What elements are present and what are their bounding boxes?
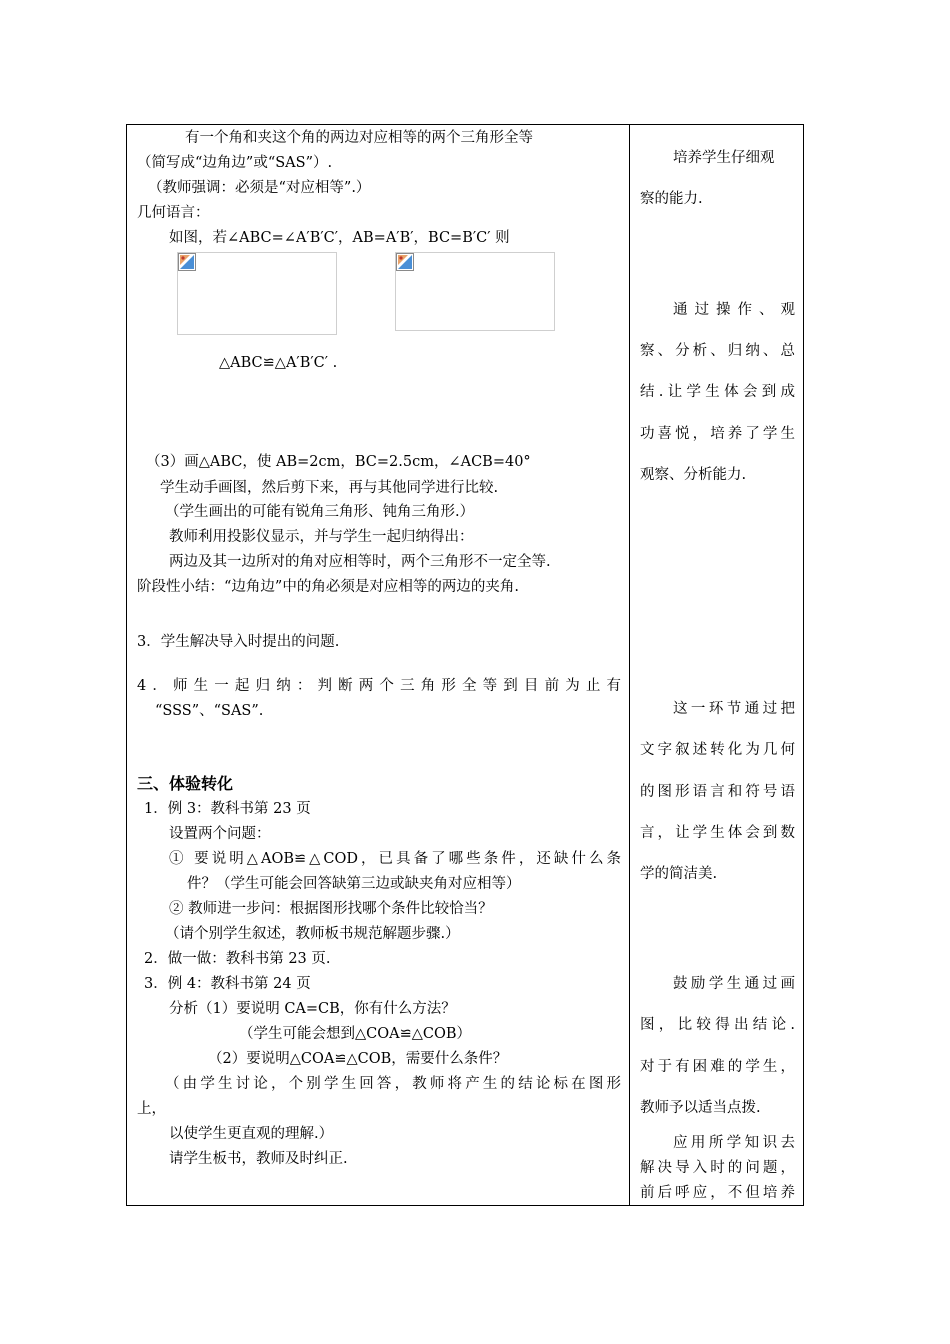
analysis-1: 分析（1）要说明 CA=CB，你有什么方法？ [169,1001,456,1017]
teacher-emphasis: （教师强调：必须是“对应相等”.） [148,180,371,196]
aim-line: 应用所学知识去 [673,1135,795,1151]
aim-line: 通过操作、观 [673,302,795,318]
aim-line: 结.让学生体会到成 [640,384,795,400]
aim-line: 观察、分析能力. [640,467,747,483]
board-writing-note: （请个别学生叙述，教师板书规范解题步骤.） [165,926,460,942]
teacher-projection: 教师利用投影仪显示，并与学生一起归纳得出： [169,529,474,545]
two-questions: 设置两个问题： [169,826,271,842]
triangle-figure-2 [395,252,555,331]
discussion-note-continued: 上， [137,1101,166,1117]
aim-line: 解决导入时的问题， [640,1160,795,1176]
try-it: 2．做一做：教科书第 23 页. [144,951,331,967]
broken-image-icon [396,253,414,271]
aim-line: 察的能力. [640,191,703,207]
analysis-2: （2）要说明△COA≌△COB，需要什么条件？ [208,1051,508,1067]
intuitive-understanding: 以使学生更直观的理解.） [169,1126,334,1142]
aim-line: 前后呼应，不但培养 [640,1185,795,1201]
stage-summary: 阶段性小结：“边角边”中的角必须是对应相等的两边的夹角. [137,579,519,595]
column-divider [629,124,630,1206]
ssa-conclusion: 两边及其一边所对的角对应相等时，两个三角形不一定全等. [169,554,551,570]
sas-statement: 有一个角和夹这个角的两边对应相等的两个三角形全等 [185,130,533,146]
student-drawing: 学生动手画图，然后剪下来，再与其他同学进行比较. [160,480,499,496]
aim-line: 培养学生仔细观 [673,150,775,166]
question-1-continued: 件？（学生可能会回答缺第三边或缺夹角对应相等） [187,876,521,892]
item-4-continued: “SSS”、“SAS”. [155,703,264,719]
item-4: 4．师生一起归纳：判断两个三角形全等到目前为止有 [137,678,621,694]
student-drawing-note: （学生画出的可能有锐角三角形、钝角三角形.） [165,504,475,520]
example-4: 3．例 4：教科书第 24 页 [144,976,311,992]
triangle-figure-1 [177,252,337,335]
aim-line: 教师予以适当点拨. [640,1100,761,1116]
sas-abbreviation: （简写成“边角边”或“SAS”）. [137,155,333,171]
aim-line: 文字叙述转化为几何 [640,742,795,758]
congruence-conclusion: △ABC≌△A′B′C′ . [219,355,338,371]
geometry-condition: 如图，若∠ABC=∠A′B′C′，AB=A′B′，BC=B′C′ 则 [169,230,510,246]
question-2: ② 教师进一步问：根据图形找哪个条件比较恰当？ [169,901,493,917]
question-1: ① 要说明△AOB≌△COD，已具备了哪些条件，还缺什么条 [169,851,621,867]
broken-image-icon [178,253,196,271]
discussion-note: （由学生讨论，个别学生回答，教师将产生的结论标在图形 [165,1076,621,1092]
aim-line: 图，比较得出结论. [640,1017,795,1033]
example-3: 1．例 3：教科书第 23 页 [144,801,311,817]
draw-triangle-task: （3）画△ABC，使 AB=2cm，BC=2.5cm，∠ACB=40° [146,454,531,470]
geometry-language-label: 几何语言： [137,205,210,221]
aim-line: 鼓励学生通过画 [673,976,795,992]
aim-line: 察、分析、归纳、总 [640,343,795,359]
aim-line: 功喜悦，培养了学生 [640,426,795,442]
student-board-writing: 请学生板书，教师及时纠正. [169,1151,348,1167]
aim-line: 这一环节通过把 [673,701,795,717]
section-heading: 三、体验转化 [137,774,234,793]
analysis-1-note: （学生可能会想到△COA≌△COB） [239,1026,472,1042]
aim-line: 对于有困难的学生， [640,1059,795,1075]
item-3: 3．学生解决导入时提出的问题. [137,634,340,650]
aim-line: 言，让学生体会到数 [640,825,795,841]
aim-line: 学的简洁美. [640,866,718,882]
aim-line: 的图形语言和符号语 [640,784,795,800]
